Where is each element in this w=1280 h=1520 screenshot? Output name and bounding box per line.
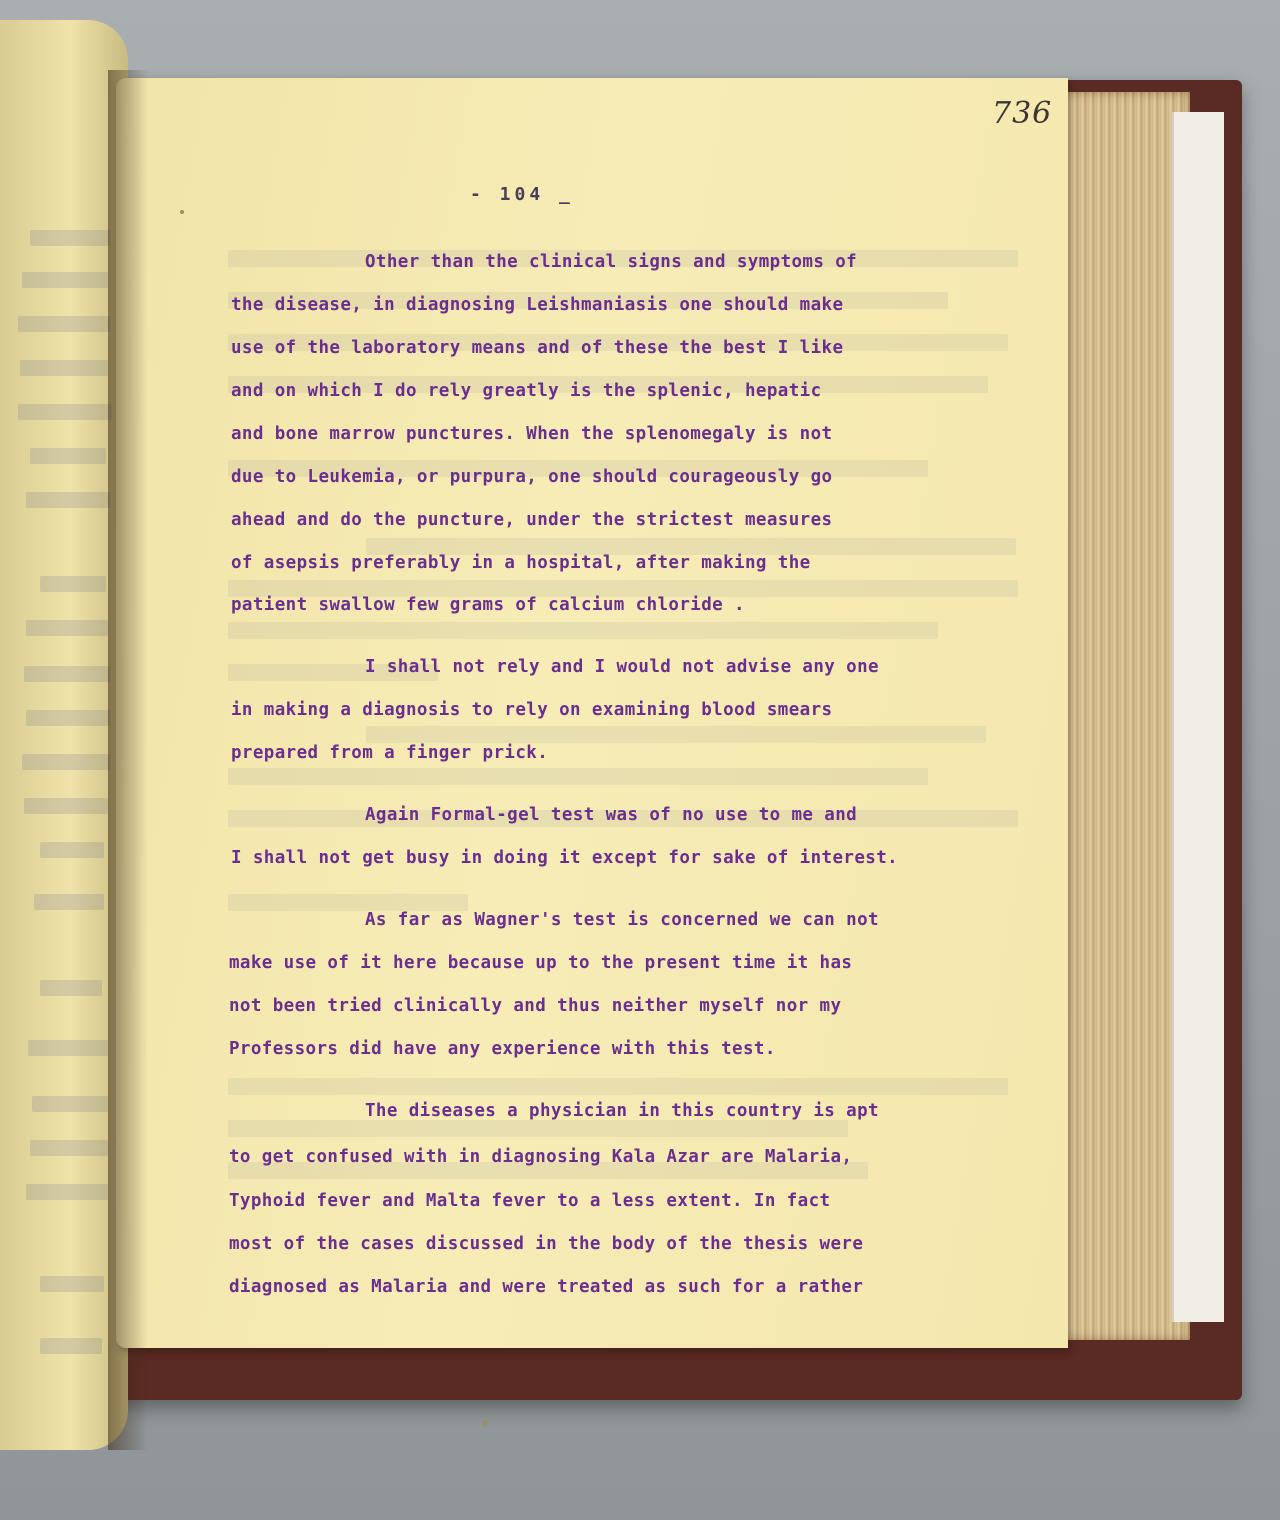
text-line: and bone marrow punctures. When the splenomegaly is not: [231, 424, 833, 444]
text-line: Other than the clinical signs and symptoms of: [365, 252, 858, 272]
text-line: use of the laboratory means and of these the best I like: [231, 338, 844, 358]
folio-number: 736: [992, 96, 1053, 131]
text-line: of asepsis preferably in a hospital, after making the: [231, 553, 811, 573]
text-line: make use of it here because up to the present time it has: [229, 953, 853, 973]
text-line: prepared from a finger prick.: [231, 743, 549, 763]
gutter-shadow: [108, 70, 148, 1450]
text-line: As far as Wagner's test is concerned we can not: [365, 910, 879, 930]
text-line: not been tried clinically and thus neither myself nor my: [229, 996, 842, 1016]
paper-speck: [482, 1420, 488, 1426]
page-number: - 104 _: [470, 184, 574, 205]
text-line: The diseases a physician in this country is apt: [365, 1101, 879, 1121]
text-line: Professors did have any experience with this test.: [229, 1039, 776, 1059]
text-line: and on which I do rely greatly is the splenic, hepatic: [231, 381, 822, 401]
text-line: I shall not rely and I would not advise any one: [365, 657, 879, 677]
text-line: Again Formal-gel test was of no use to me and: [365, 805, 858, 825]
text-line: diagnosed as Malaria and were treated as such for a rather: [229, 1277, 864, 1297]
text-line: ahead and do the puncture, under the strictest measures: [231, 510, 833, 530]
text-line: Typhoid fever and Malta fever to a less extent. In fact: [229, 1191, 831, 1211]
text-line: to get confused with in diagnosing Kala Azar are Malaria,: [229, 1147, 853, 1167]
endpaper: [1172, 112, 1224, 1322]
text-line: most of the cases discussed in the body of the thesis were: [229, 1234, 864, 1254]
text-line: the disease, in diagnosing Leishmaniasis one should make: [231, 295, 844, 315]
paper-speck: [180, 210, 184, 214]
text-line: I shall not get busy in doing it except for sake of interest.: [231, 848, 899, 868]
text-line: patient swallow few grams of calcium chloride .: [231, 595, 745, 615]
text-line: in making a diagnosis to rely on examining blood smears: [231, 700, 833, 720]
text-line: due to Leukemia, or purpura, one should courageously go: [231, 467, 833, 487]
